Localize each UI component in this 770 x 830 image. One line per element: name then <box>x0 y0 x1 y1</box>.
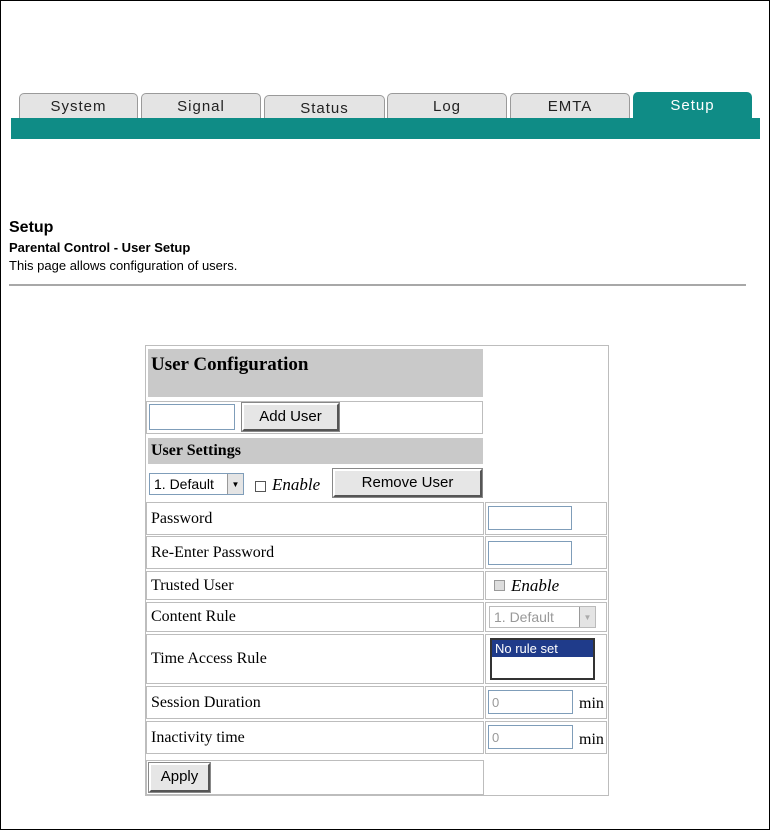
content-rule-select[interactable] <box>489 606 596 628</box>
remove-user-button[interactable]: Remove User <box>333 469 482 497</box>
tab-system[interactable]: System <box>19 93 138 119</box>
content-rule-label: Content Rule <box>146 602 484 632</box>
chevron-down-icon: ▼ <box>579 607 595 627</box>
password-input[interactable] <box>488 506 572 530</box>
time-access-rule-listbox[interactable] <box>490 638 595 680</box>
password-label: Password <box>146 502 484 535</box>
inactivity-time-label: Inactivity time <box>146 721 484 754</box>
trusted-user-checkbox[interactable] <box>494 580 505 591</box>
tab-underline-bar <box>11 118 760 139</box>
tab-bar <box>0 0 770 140</box>
new-user-input[interactable] <box>149 404 235 430</box>
reenter-password-input[interactable] <box>488 541 572 565</box>
tab-setup[interactable]: Setup <box>633 92 752 120</box>
chevron-down-icon: ▼ <box>227 474 243 494</box>
reenter-password-label: Re-Enter Password <box>146 536 484 569</box>
page-subtitle: Parental Control - User Setup <box>9 240 191 255</box>
time-access-rule-label: Time Access Rule <box>146 634 484 684</box>
trusted-user-enable-label: Enable <box>511 576 560 595</box>
inactivity-time-unit: min <box>579 731 604 748</box>
tab-status[interactable]: Status <box>264 95 385 121</box>
user-enable-label: Enable <box>272 475 321 494</box>
user-settings-header: User Settings <box>148 438 483 464</box>
trusted-user-label: Trusted User <box>146 571 484 600</box>
session-duration-input[interactable] <box>488 690 573 714</box>
user-configuration-header: User Configuration <box>148 349 483 397</box>
page-title: Setup <box>9 219 54 236</box>
user-select[interactable] <box>149 473 244 495</box>
time-access-rule-option[interactable]: No rule set <box>492 640 593 657</box>
inactivity-time-input[interactable] <box>488 725 573 749</box>
user-select-value: 1. Default <box>154 476 214 492</box>
tab-emta[interactable]: EMTA <box>510 93 630 119</box>
tab-log[interactable]: Log <box>387 93 507 119</box>
content-rule-value: 1. Default <box>494 609 554 625</box>
page-description: This page allows configuration of users. <box>9 258 238 273</box>
session-duration-label: Session Duration <box>146 686 484 719</box>
header-divider <box>9 284 746 286</box>
apply-button[interactable]: Apply <box>149 763 210 792</box>
session-duration-unit: min <box>579 695 604 712</box>
add-user-button[interactable]: Add User <box>242 403 339 431</box>
user-enable-checkbox[interactable] <box>255 481 266 492</box>
tab-signal[interactable]: Signal <box>141 93 261 119</box>
